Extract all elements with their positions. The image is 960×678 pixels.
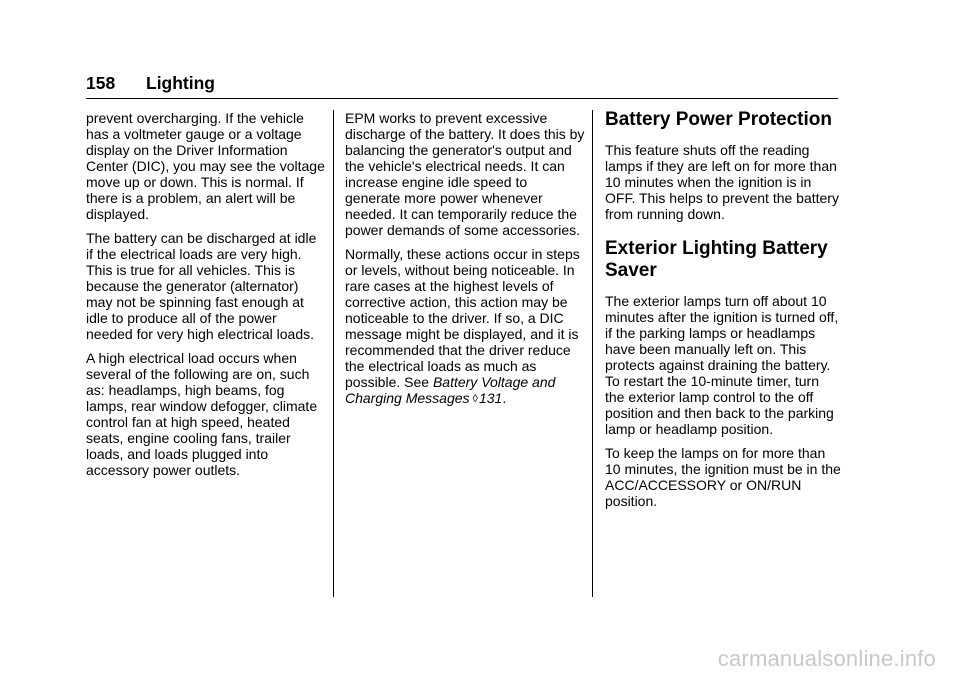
- section-heading-battery-power-protection: Battery Power Protection: [605, 109, 832, 130]
- text-column-2: [345, 110, 585, 415]
- column-divider: [333, 110, 334, 597]
- column-divider: [592, 110, 593, 597]
- paragraph-text: Normally, these actions occur in steps or levels, without being noticeable. In rare cases at the highest levels of corrective action, this action may be noticeable to the driver. If so, a DIC message might be displayed, and it is recommended that the driver reduce the electrical loads as much as possible. See: [345, 246, 580, 390]
- paragraph: The exterior lamps turn off about 10 minutes after the ignition is turned off, if the parking lamps or headlamps have been manually left on. This protects against draining the battery. To restart the 10-minute timer, turn the exterior lamp control to the off position and then back to the parking lamp or headlamp position.: [605, 293, 839, 437]
- paragraph-end: .: [502, 390, 507, 406]
- text-column-1: [86, 110, 326, 486]
- paragraph: This feature shuts off the reading lamps if they are left on for more than 10 minutes when the ignition is in OFF. This helps to prevent the battery from running down.: [605, 142, 839, 222]
- page-number: 158: [86, 73, 116, 93]
- paragraph: [345, 246, 585, 407]
- cross-reference-title: Battery Voltage and Charging Messages: [345, 374, 556, 406]
- paragraph: prevent overcharging. If the vehicle has a voltmeter gauge or a voltage display on the Driver Information Center (DIC), you may see the voltage move up or down. This is normal. If there is a problem, an alert will be displayed.: [86, 110, 325, 222]
- watermark: carmanualsonline.info: [717, 646, 936, 671]
- section-title: Lighting: [146, 73, 216, 93]
- cross-reference-page: 131: [478, 390, 503, 406]
- section-heading-exterior-lighting-battery-saver: Exterior Lighting Battery Saver: [605, 238, 828, 281]
- text-column-3: [605, 109, 841, 517]
- paragraph: To keep the lamps on for more than 10 minutes, the ignition must be in the ACC/ACCESSORY or ON/RUN position.: [605, 445, 841, 509]
- paragraph: EPM works to prevent excessive discharge of the battery. It does this by balancing the generator's output and the vehicle's electrical needs. It can increase engine idle speed to generate more power whenever needed. It can temporarily reduce the power demands of some accessories.: [345, 110, 585, 238]
- paragraph: The battery can be discharged at idle if the electrical loads are very high. This is true for all vehicles. This is because the generator (alternator) may not be spinning fast enough at idle to produce all of the power needed for very high electrical loads.: [86, 230, 317, 342]
- page-reference-icon: ◊: [472, 393, 478, 405]
- paragraph: A high electrical load occurs when several of the following are on, such as: headlamps, high beams, fog lamps, rear window defogger, climate control fan at high speed, heated seats, engine cooling fans, trailer loads, and loads plugged into accessory power outlets.: [86, 350, 318, 478]
- page-header: [86, 72, 838, 99]
